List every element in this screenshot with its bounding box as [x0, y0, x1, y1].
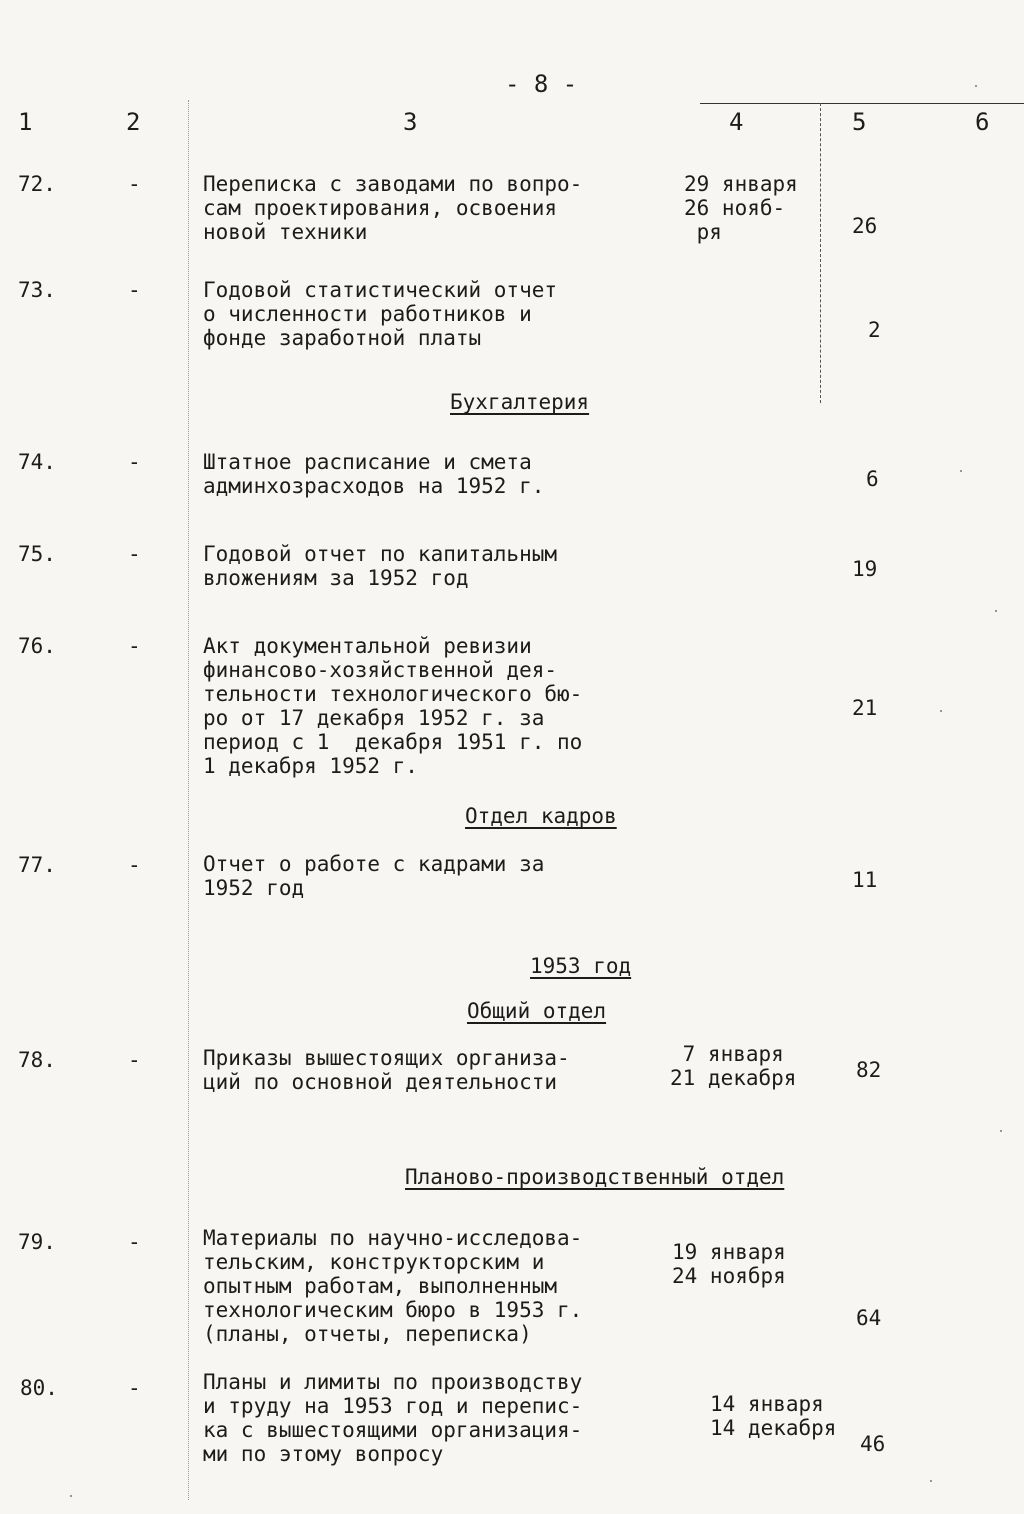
entry-dates: 7 января 21 декабря — [670, 1042, 797, 1090]
entry-sheets: 26 — [852, 214, 878, 238]
entry-dash: - — [128, 1048, 141, 1072]
entry-dash: - — [128, 542, 141, 566]
entry-dash: - — [128, 172, 141, 196]
entry-description: Отчет о работе с кадрами за 1952 год — [203, 852, 545, 900]
scan-speck — [930, 1480, 932, 1482]
entry-dash: - — [128, 1376, 141, 1400]
section-heading-accounting: Бухгалтерия — [450, 390, 590, 414]
entry-dates: 19 января 24 ноября — [672, 1240, 786, 1288]
entry-sheets: 21 — [852, 696, 878, 720]
entry-sheets: 19 — [852, 557, 878, 581]
entry-dash: - — [128, 1230, 141, 1254]
entry-dates: 29 января 26 нояб- ря — [684, 172, 798, 244]
entry-dates: 14 января 14 декабря — [710, 1392, 837, 1440]
scan-speck — [995, 610, 997, 612]
column-header-1: 1 — [18, 108, 33, 136]
entry-sheets: 6 — [866, 467, 879, 491]
margin-dotted-line — [188, 100, 189, 1500]
entry-description: Материалы по научно-исследова- тельским, конструкторским и опытным работам, выполненным технологическим бюро в 1953 г. (планы, отчеты, переписка) — [203, 1226, 583, 1346]
entry-number: 76. — [18, 634, 56, 658]
entry-dash: - — [128, 853, 141, 877]
entry-dash: - — [128, 450, 141, 474]
entry-number: 72. — [18, 172, 56, 196]
scan-speck — [1000, 1130, 1002, 1132]
column-header-2: 2 — [126, 108, 141, 136]
entry-number: 74. — [18, 450, 56, 474]
column-header-3: 3 — [403, 108, 418, 136]
column-header-5: 5 — [852, 108, 867, 136]
entry-description: Переписка с заводами по вопро- сам проектирования, освоения новой техники — [203, 172, 583, 244]
section-heading-general: Общий отдел — [467, 999, 607, 1023]
entry-dash: - — [128, 278, 141, 302]
page-number: - 8 - — [505, 70, 578, 98]
entry-number: 75. — [18, 542, 56, 566]
entry-description: Приказы вышестоящих организа- ций по основной деятельности — [203, 1046, 570, 1094]
scan-speck — [940, 710, 942, 712]
entry-description: Акт документальной ревизии финансово-хозяйственной дея- тельности технологического бю- ро от 17 декабря 1952 г. за период с 1 декабря 1951 г. по 1 декабря 1952 г. — [203, 634, 583, 778]
entry-sheets: 11 — [852, 868, 878, 892]
entry-description: Штатное расписание и смета админхозрасходов на 1952 г. — [203, 450, 545, 498]
section-heading-planning: Планово-производственный отдел — [405, 1165, 785, 1189]
entry-number: 80. — [20, 1376, 58, 1400]
entry-description: Годовой статистический отчет о численности работников и фонде заработной платы — [203, 278, 558, 350]
table-top-rule — [700, 103, 1024, 104]
entry-sheets: 64 — [856, 1306, 882, 1330]
column-header-4: 4 — [729, 108, 744, 136]
scan-speck — [960, 470, 962, 472]
entry-number: 73. — [18, 278, 56, 302]
entry-sheets: 46 — [860, 1432, 886, 1456]
entry-number: 78. — [18, 1048, 56, 1072]
entry-sheets: 82 — [856, 1058, 882, 1082]
entry-dash: - — [128, 634, 141, 658]
entry-number: 79. — [18, 1230, 56, 1254]
scan-speck — [975, 85, 977, 87]
column-header-6: 6 — [975, 108, 990, 136]
entry-description: Планы и лимиты по производству и труду на 1953 год и перепис- ка с вышестоящими организация- ми по этому вопросу — [203, 1370, 583, 1466]
section-heading-year: 1953 год — [530, 954, 632, 978]
scan-speck — [70, 1495, 72, 1497]
column-divider — [820, 103, 821, 403]
entry-description: Годовой отчет по капитальным вложениям за 1952 год — [203, 542, 558, 590]
section-heading-personnel: Отдел кадров — [465, 804, 617, 828]
entry-number: 77. — [18, 853, 56, 877]
entry-sheets: 2 — [868, 318, 881, 342]
